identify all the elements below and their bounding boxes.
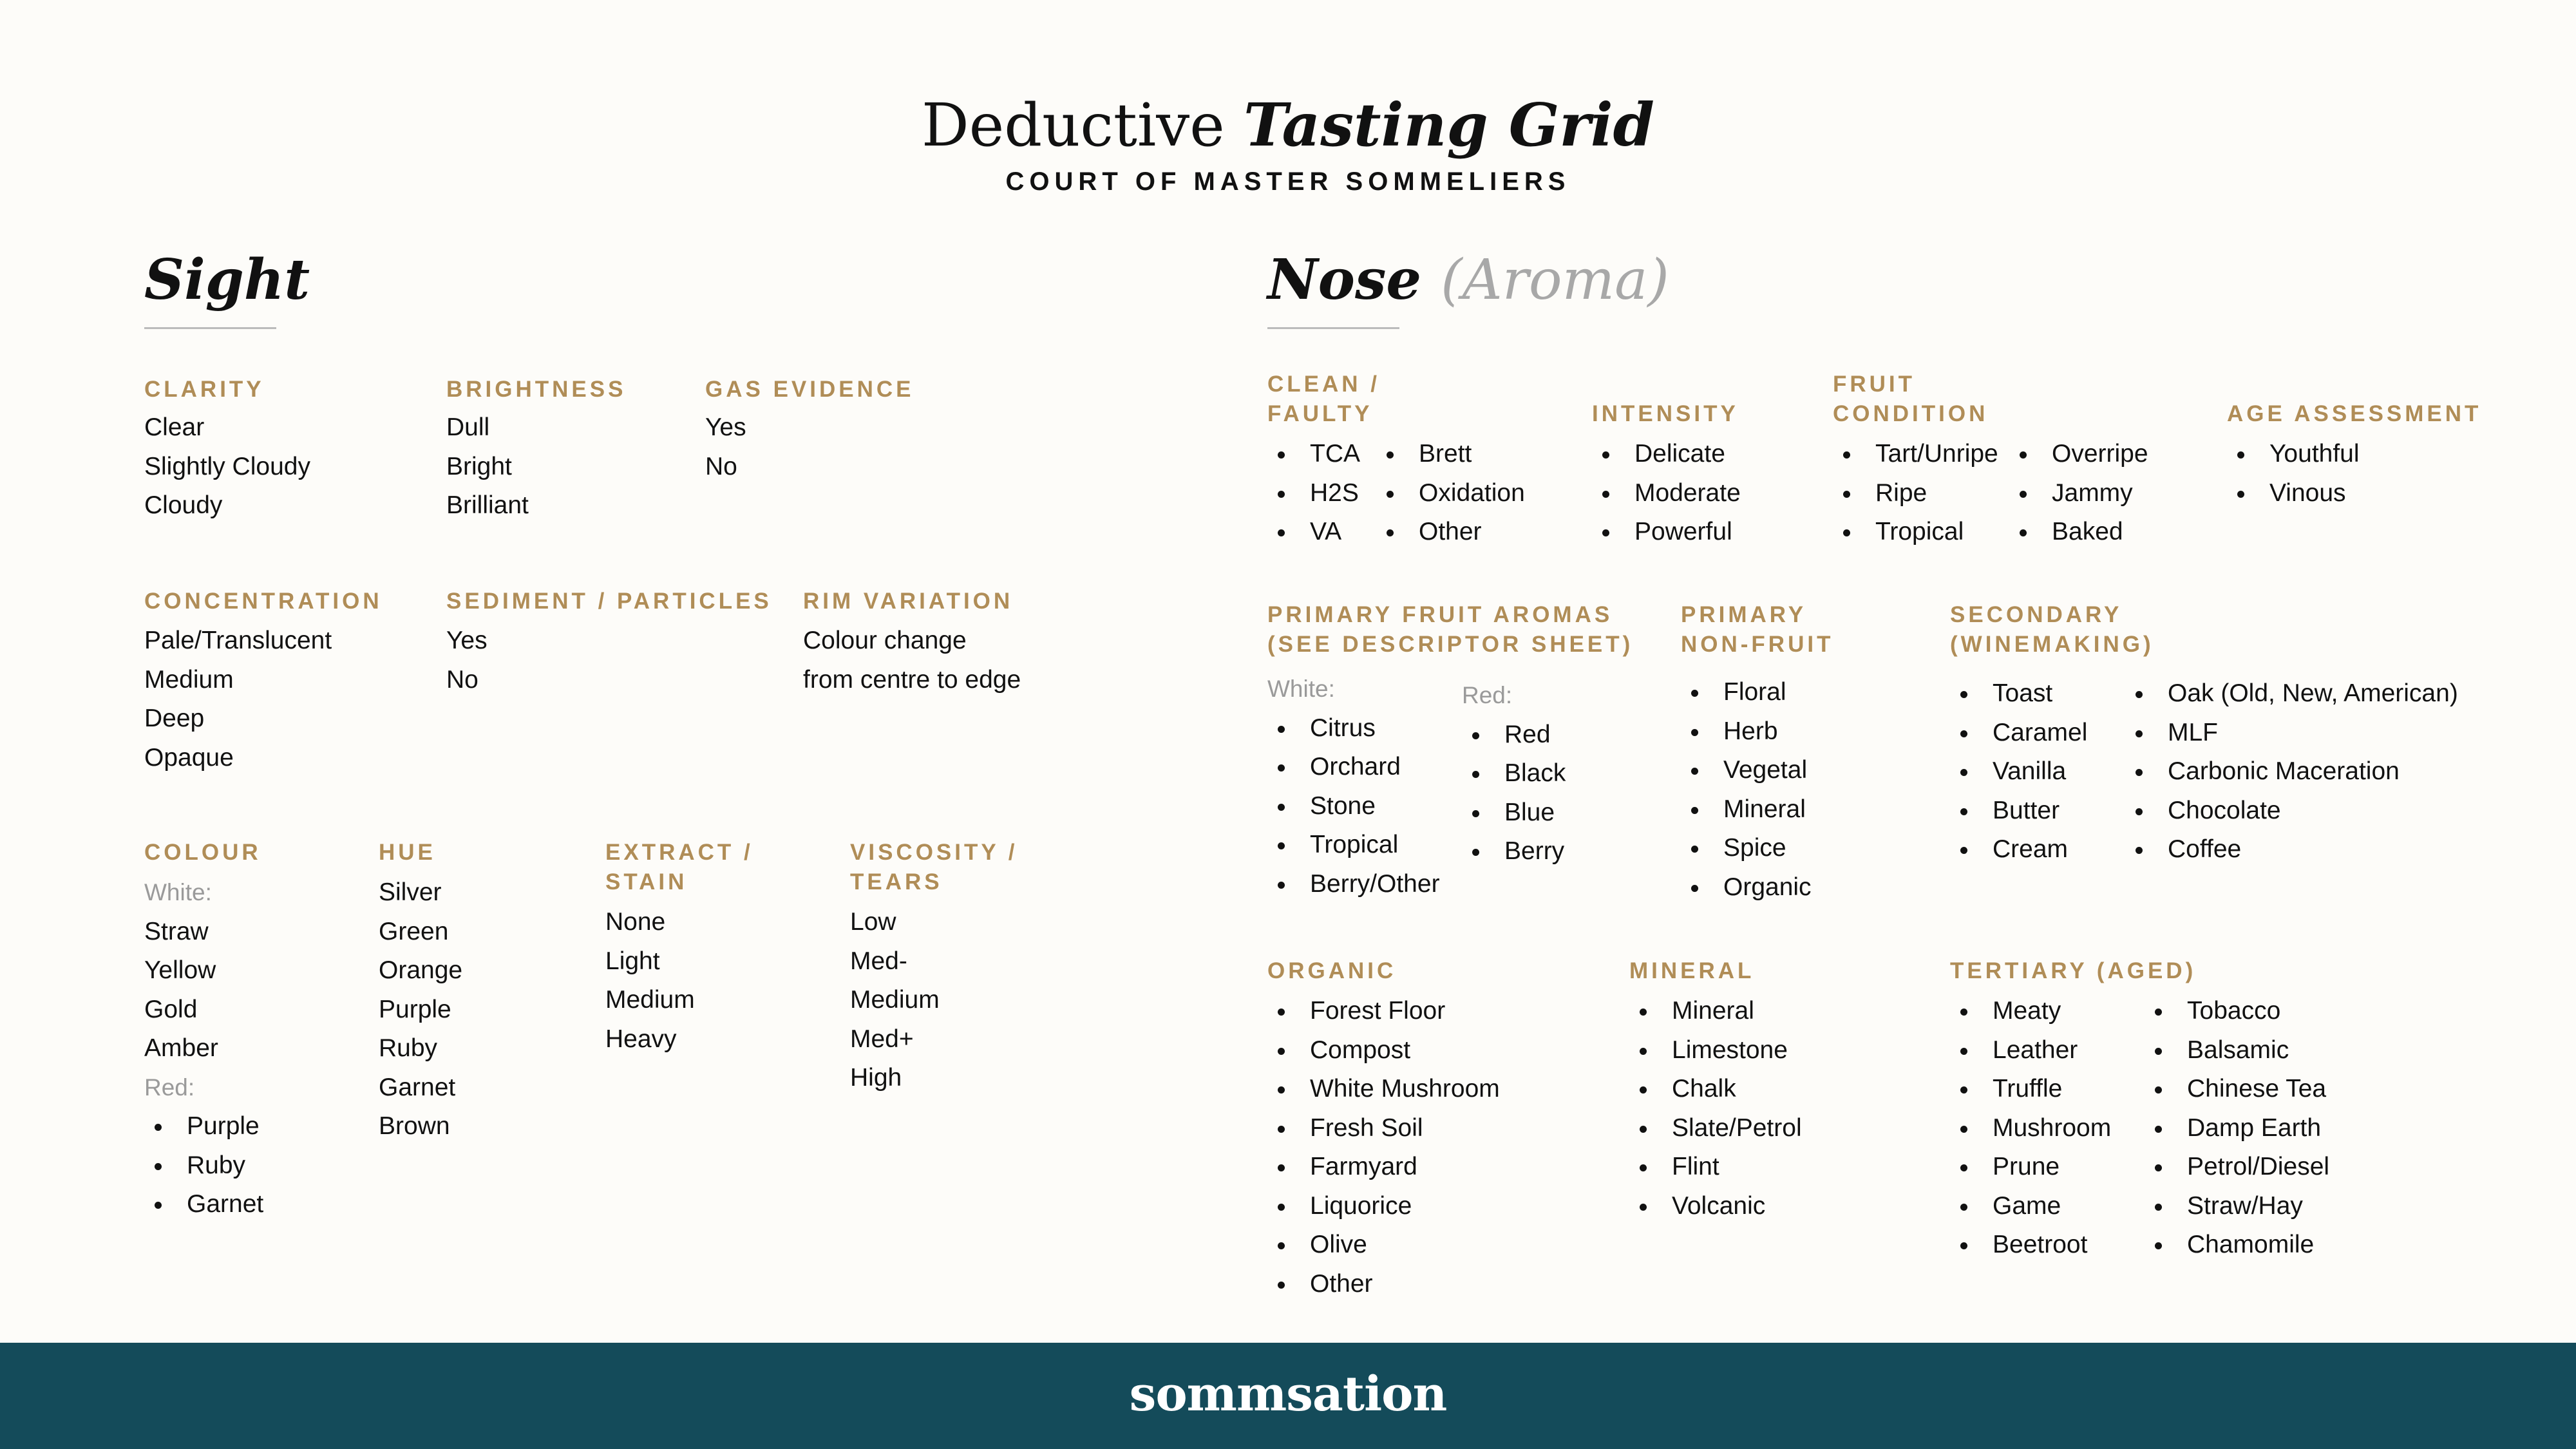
list-item: Silver — [379, 878, 442, 906]
list-item: Petrol/Diesel — [2145, 1148, 2329, 1187]
hue-list — [379, 873, 462, 1146]
list-item: None — [605, 908, 666, 936]
primary-fruit-heading: PRIMARY FRUIT AROMAS (SEE DESCRIPTOR SHEET) — [1267, 602, 1634, 657]
list-item: Gold — [144, 995, 198, 1023]
list-item: VA — [1267, 513, 1360, 552]
primary-fruit-white-label: White: — [1267, 676, 1335, 702]
list-item: Brilliant — [446, 491, 529, 519]
list-item: Mineral — [1629, 992, 1802, 1031]
nose-title-aroma: (Aroma) — [1441, 248, 1669, 312]
list-item: MLF — [2125, 714, 2458, 753]
list-item: Medium — [605, 986, 695, 1014]
list-item: High — [850, 1064, 902, 1092]
list-item: Bright — [446, 452, 512, 480]
list-item: Vanilla — [1950, 752, 2087, 791]
tertiary-list-2 — [2145, 992, 2329, 1265]
tertiary-list-1 — [1950, 992, 2111, 1265]
clean-faulty-list-1 — [1267, 435, 1360, 552]
list-item: Youthful — [2227, 435, 2360, 474]
list-item: Straw — [144, 917, 209, 945]
rim-variation-list — [803, 621, 1021, 699]
secondary-heading: SECONDARY (WINEMAKING) — [1950, 602, 2154, 657]
clarity-heading: CLARITY — [144, 377, 265, 402]
list-item: Purple — [379, 995, 451, 1023]
colour-white-label: White: — [144, 879, 212, 905]
mineral-list — [1629, 992, 1802, 1226]
list-item: Berry — [1462, 832, 1566, 871]
list-item: Heavy — [605, 1025, 677, 1053]
list-item: Ruby — [379, 1034, 438, 1062]
list-item: Brett — [1376, 435, 1525, 474]
list-item: Medium — [144, 665, 234, 694]
list-item: Compost — [1267, 1031, 1500, 1070]
list-item: Slightly Cloudy — [144, 452, 310, 480]
intensity-heading: INTENSITY — [1592, 401, 1739, 426]
list-item: Purple — [144, 1107, 263, 1146]
mineral-heading: MINERAL — [1629, 958, 1755, 983]
list-item: Tart/Unripe — [1833, 435, 1998, 474]
list-item: Fresh Soil — [1267, 1109, 1500, 1148]
list-item: Tobacco — [2145, 992, 2329, 1031]
page-title — [0, 90, 2576, 160]
list-item: Yes — [446, 627, 488, 654]
organic-heading: ORGANIC — [1267, 958, 1397, 983]
extract-heading: EXTRACT / STAIN — [605, 840, 753, 895]
nose-section-title — [1267, 247, 1669, 312]
list-item: Baked — [2009, 513, 2148, 552]
list-item: Chalk — [1629, 1070, 1802, 1109]
list-item: Coffee — [2125, 830, 2458, 869]
list-item: Cloudy — [144, 491, 223, 519]
title-italic: Tasting Grid — [1243, 90, 1655, 160]
list-item: Carbonic Maceration — [2125, 752, 2458, 791]
primary-nonfruit-heading: PRIMARY NON-FRUIT — [1681, 602, 1834, 657]
list-item: Medium — [850, 986, 940, 1014]
list-item: Chamomile — [2145, 1226, 2329, 1265]
gas-evidence-list — [705, 408, 746, 486]
list-item: Ruby — [144, 1146, 263, 1186]
list-item: Chinese Tea — [2145, 1070, 2329, 1109]
list-item: Stone — [1267, 787, 1440, 826]
list-item: Low — [850, 908, 896, 936]
list-item: Oak (Old, New, American) — [2125, 674, 2458, 714]
list-item: Garnet — [379, 1073, 456, 1101]
list-item: Limestone — [1629, 1031, 1802, 1070]
list-item: Other — [1267, 1265, 1500, 1304]
list-item: Tropical — [1833, 513, 1998, 552]
sight-divider — [144, 327, 276, 329]
list-item: White Mushroom — [1267, 1070, 1500, 1109]
nose-title: Nose — [1267, 247, 1422, 312]
list-item: Deep — [144, 705, 205, 732]
nose-divider — [1267, 327, 1399, 329]
list-item: Powerful — [1592, 513, 1741, 552]
gas-evidence-heading: GAS EVIDENCE — [705, 377, 914, 402]
list-item: Garnet — [144, 1185, 263, 1224]
list-item: Vegetal — [1681, 751, 1812, 790]
list-item: Toast — [1950, 674, 2087, 714]
age-assessment-list — [2227, 435, 2360, 513]
clean-faulty-heading: CLEAN / FAULTY — [1267, 372, 1380, 426]
viscosity-list — [850, 903, 940, 1098]
fruit-condition-list-2 — [2009, 435, 2148, 552]
list-item: Med+ — [850, 1025, 914, 1053]
list-item: Oxidation — [1376, 474, 1525, 513]
colour-list — [144, 873, 263, 1224]
organic-list — [1267, 992, 1500, 1303]
list-item: Tropical — [1267, 826, 1440, 865]
page-subtitle: COURT OF MASTER SOMMELIERS — [1005, 167, 1571, 196]
list-item: Med- — [850, 947, 907, 975]
list-item: Volcanic — [1629, 1187, 1802, 1226]
list-item: Delicate — [1592, 435, 1741, 474]
list-item: No — [446, 665, 478, 694]
list-item: Organic — [1681, 868, 1812, 907]
fruit-condition-list-1 — [1833, 435, 1998, 552]
list-item: Truffle — [1950, 1070, 2111, 1109]
intensity-list — [1592, 435, 1741, 552]
list-item: Meaty — [1950, 992, 2111, 1031]
age-assessment-heading: AGE ASSESSMENT — [2227, 401, 2482, 426]
list-item: Berry/Other — [1267, 865, 1440, 904]
list-item: Yes — [705, 413, 746, 441]
list-item: Liquorice — [1267, 1187, 1500, 1226]
sight-section-title: Sight — [144, 247, 310, 312]
extract-list — [605, 903, 695, 1059]
list-item: Mushroom — [1950, 1109, 2111, 1148]
brightness-list — [446, 408, 529, 526]
list-item: Yellow — [144, 956, 216, 984]
colour-heading: COLOUR — [144, 840, 261, 865]
brightness-heading: BRIGHTNESS — [446, 377, 627, 402]
list-item: Blue — [1462, 793, 1566, 833]
list-item: Red — [1462, 715, 1566, 755]
list-item: Leather — [1950, 1031, 2111, 1070]
list-item: TCA — [1267, 435, 1360, 474]
colour-red-label: Red: — [144, 1074, 195, 1101]
list-item: Moderate — [1592, 474, 1741, 513]
list-item: Slate/Petrol — [1629, 1109, 1802, 1148]
list-item: Other — [1376, 513, 1525, 552]
concentration-list — [144, 621, 332, 777]
sediment-list — [446, 621, 488, 699]
list-item: Damp Earth — [2145, 1109, 2329, 1148]
list-item: Farmyard — [1267, 1148, 1500, 1187]
list-item: Orchard — [1267, 748, 1440, 787]
rim-variation-heading: RIM VARIATION — [803, 589, 1014, 614]
list-item: Green — [379, 917, 449, 945]
list-item: Herb — [1681, 712, 1812, 752]
list-item: Overripe — [2009, 435, 2148, 474]
clarity-list — [144, 408, 310, 526]
list-item: Chocolate — [2125, 791, 2458, 831]
list-item: Straw/Hay — [2145, 1187, 2329, 1226]
secondary-list-1 — [1950, 674, 2087, 869]
list-item: Prune — [1950, 1148, 2111, 1187]
list-item: Caramel — [1950, 714, 2087, 753]
primary-fruit-white — [1267, 670, 1440, 904]
list-item: Flint — [1629, 1148, 1802, 1187]
secondary-list-2 — [2125, 674, 2458, 869]
list-item: Mineral — [1681, 790, 1812, 829]
list-item: Amber — [144, 1034, 218, 1062]
list-item: Clear — [144, 413, 205, 441]
clean-faulty-list-2 — [1376, 435, 1525, 552]
primary-nonfruit-list — [1681, 673, 1812, 907]
list-item: Black — [1462, 754, 1566, 793]
list-item: Butter — [1950, 791, 2087, 831]
list-item: Beetroot — [1950, 1226, 2111, 1265]
hue-heading: HUE — [379, 840, 436, 865]
list-item: Brown — [379, 1112, 450, 1140]
viscosity-heading: VISCOSITY / TEARS — [850, 840, 1018, 895]
list-item: Dull — [446, 413, 490, 441]
list-item: Floral — [1681, 673, 1812, 712]
list-item: from centre to edge — [803, 665, 1021, 694]
concentration-heading: CONCENTRATION — [144, 589, 383, 614]
list-item: Olive — [1267, 1226, 1500, 1265]
list-item: Game — [1950, 1187, 2111, 1226]
list-item: No — [705, 452, 737, 480]
brand-logo[interactable]: sommsation — [1129, 1367, 1447, 1422]
primary-fruit-red-label: Red: — [1462, 682, 1513, 708]
fruit-condition-heading: FRUIT CONDITION — [1833, 372, 1989, 426]
list-item: Pale/Translucent — [144, 627, 332, 654]
list-item: Spice — [1681, 829, 1812, 868]
tertiary-heading: TERTIARY (AGED) — [1950, 958, 2197, 983]
list-item: Citrus — [1267, 709, 1440, 748]
list-item: Colour change — [803, 627, 967, 654]
list-item: Ripe — [1833, 474, 1998, 513]
list-item: Opaque — [144, 743, 234, 772]
list-item: Orange — [379, 956, 463, 984]
list-item: Vinous — [2227, 474, 2360, 513]
list-item: H2S — [1267, 474, 1360, 513]
title-plain: Deductive — [921, 91, 1225, 160]
list-item: Jammy — [2009, 474, 2148, 513]
list-item: Forest Floor — [1267, 992, 1500, 1031]
list-item: Balsamic — [2145, 1031, 2329, 1070]
sediment-heading: SEDIMENT / PARTICLES — [446, 589, 772, 614]
list-item: Light — [605, 947, 660, 975]
primary-fruit-red — [1462, 676, 1566, 871]
list-item: Cream — [1950, 830, 2087, 869]
